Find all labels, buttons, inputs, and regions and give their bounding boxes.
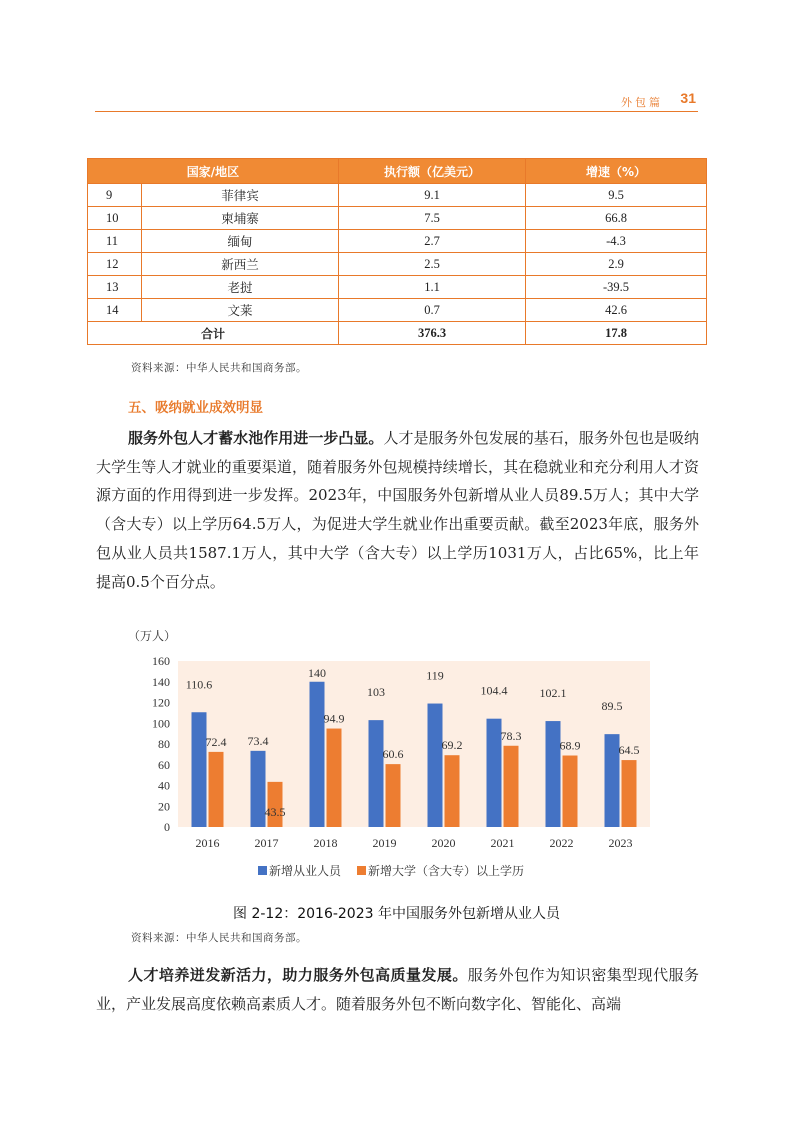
- legend-label: 新增从业人员: [269, 864, 342, 878]
- total-label: 合计: [88, 322, 339, 345]
- bar-new-graduates: [445, 755, 460, 827]
- y-tick-label: 120: [152, 695, 170, 710]
- x-tick-label: 2020: [431, 836, 456, 850]
- x-tick-label: 2017: [254, 836, 279, 850]
- figure-source-note: 资料来源：中华人民共和国商务部。: [131, 932, 307, 944]
- data-label: 72.4: [205, 734, 227, 749]
- row-amount: 2.5: [339, 253, 526, 276]
- data-label: 43.5: [264, 804, 286, 819]
- bar-new-employees: [251, 751, 266, 827]
- table-header-row: [88, 159, 707, 184]
- data-label: 94.9: [323, 711, 345, 726]
- table-row: [88, 253, 707, 276]
- row-number: 9: [88, 184, 142, 207]
- header-rule: [95, 111, 698, 112]
- bar-new-employees: [428, 704, 443, 827]
- body-paragraph-1: [96, 424, 699, 596]
- data-label: 102.1: [539, 686, 567, 701]
- row-growth: 2.9: [526, 253, 707, 276]
- outsourcing-country-table: [87, 158, 707, 345]
- data-label: 110.6: [185, 677, 213, 692]
- row-country: 菲律宾: [142, 184, 339, 207]
- header-growth: 增速（%）: [526, 159, 707, 184]
- table-row: [88, 276, 707, 299]
- y-tick-label: 140: [152, 674, 170, 689]
- y-tick-label: 20: [158, 799, 170, 814]
- row-amount: 7.5: [339, 207, 526, 230]
- row-amount: 0.7: [339, 299, 526, 322]
- bar-new-graduates: [327, 729, 342, 827]
- bar-new-graduates: [386, 764, 401, 827]
- table-row: [88, 230, 707, 253]
- row-growth: 9.5: [526, 184, 707, 207]
- data-label: 78.3: [500, 728, 522, 743]
- y-axis-label: （万人）: [128, 629, 177, 643]
- row-country: 老挝: [142, 276, 339, 299]
- data-label: 104.4: [480, 683, 508, 698]
- row-amount: 2.7: [339, 230, 526, 253]
- row-number: 12: [88, 253, 142, 276]
- bar-new-employees: [487, 719, 502, 827]
- data-label: 89.5: [601, 699, 623, 714]
- table-source-note: 资料来源：中华人民共和国商务部。: [131, 362, 307, 374]
- row-number: 13: [88, 276, 142, 299]
- paragraph-text: 人才是服务外包发展的基石，服务外包也是吸纳大学生等人才就业的重要渠道，随着服务外包规模持续增长，其在稳就业和充分利用人才资源方面的作用得到进一步发挥。2023年，中国服务外包新增从业人员89.5万人；其中大学（含大专）以上学历64.5万人，为促进大学生就业作出重要贡献。截至2023年底，服务外包从业人员共1587.1万人，其中大学（含大专）以上学历1031万人，占比65%，比上年提高0.5个百分点。: [96, 429, 699, 591]
- data-label: 64.5: [618, 743, 640, 758]
- data-label: 69.2: [441, 738, 463, 753]
- x-tick-label: 2019: [372, 836, 397, 850]
- legend-swatch-graduates: [357, 866, 366, 875]
- table-total-row: [88, 322, 707, 345]
- row-growth: 42.6: [526, 299, 707, 322]
- paragraph-lead: 人才培养迸发新活力，助力服务外包高质量发展。: [128, 966, 468, 984]
- header-country: 国家/地区: [88, 159, 339, 184]
- x-tick-label: 2018: [313, 836, 338, 850]
- paragraph-text: 服务外包作为知识密集型现代服务业，产业发展高度依赖高素质人才。随着服务外包不断向数字化、智能化、高端: [96, 966, 699, 1013]
- bar-new-graduates: [622, 760, 637, 827]
- data-label: 60.6: [382, 747, 404, 762]
- y-tick-label: 40: [158, 778, 170, 793]
- data-label: 140: [308, 665, 326, 680]
- row-amount: 9.1: [339, 184, 526, 207]
- running-header-section: 外包篇: [621, 96, 663, 109]
- y-tick-label: 160: [152, 654, 170, 668]
- x-tick-label: 2016: [195, 836, 220, 850]
- data-label: 73.4: [247, 733, 269, 748]
- body-paragraph-2: [96, 961, 699, 1018]
- row-number: 10: [88, 207, 142, 230]
- x-tick-label: 2023: [608, 836, 633, 850]
- figure-caption: 图 2-12：2016-2023 年中国服务外包新增从业人员: [233, 906, 560, 922]
- row-country: 柬埔寨: [142, 207, 339, 230]
- row-number: 11: [88, 230, 142, 253]
- employment-bar-chart: [120, 622, 680, 890]
- bar-new-employees: [605, 734, 620, 827]
- bar-new-graduates: [209, 752, 224, 827]
- header-amount: 执行额（亿美元）: [339, 159, 526, 184]
- row-growth: -4.3: [526, 230, 707, 253]
- bar-new-employees: [192, 712, 207, 827]
- bar-new-employees: [546, 721, 561, 827]
- y-tick-label: 60: [158, 757, 170, 772]
- bar-new-employees: [310, 682, 325, 827]
- bar-new-graduates: [504, 746, 519, 827]
- row-number: 14: [88, 299, 142, 322]
- data-label: 103: [367, 685, 385, 700]
- data-label: 68.9: [559, 738, 581, 753]
- row-amount: 1.1: [339, 276, 526, 299]
- row-growth: -39.5: [526, 276, 707, 299]
- table-row: [88, 184, 707, 207]
- y-tick-label: 0: [164, 820, 170, 834]
- row-country: 缅甸: [142, 230, 339, 253]
- total-growth: 17.8: [526, 322, 707, 345]
- paragraph-lead: 服务外包人才蓄水池作用进一步凸显。: [128, 429, 384, 447]
- x-tick-label: 2021: [490, 836, 515, 850]
- table-row: [88, 299, 707, 322]
- page-number: 31: [680, 90, 696, 106]
- row-growth: 66.8: [526, 207, 707, 230]
- data-label: 119: [426, 668, 444, 683]
- y-tick-label: 100: [152, 716, 170, 731]
- y-tick-label: 80: [158, 737, 170, 751]
- x-tick-label: 2022: [549, 836, 574, 850]
- row-country: 文莱: [142, 299, 339, 322]
- legend-label: 新增大学（含大专）以上学历: [368, 864, 525, 878]
- bar-new-employees: [369, 720, 384, 827]
- total-amount: 376.3: [339, 322, 526, 345]
- bar-new-graduates: [563, 756, 578, 827]
- legend-swatch-employees: [258, 866, 267, 875]
- section-heading: 五、吸纳就业成效明显: [128, 400, 263, 416]
- table-row: [88, 207, 707, 230]
- row-country: 新西兰: [142, 253, 339, 276]
